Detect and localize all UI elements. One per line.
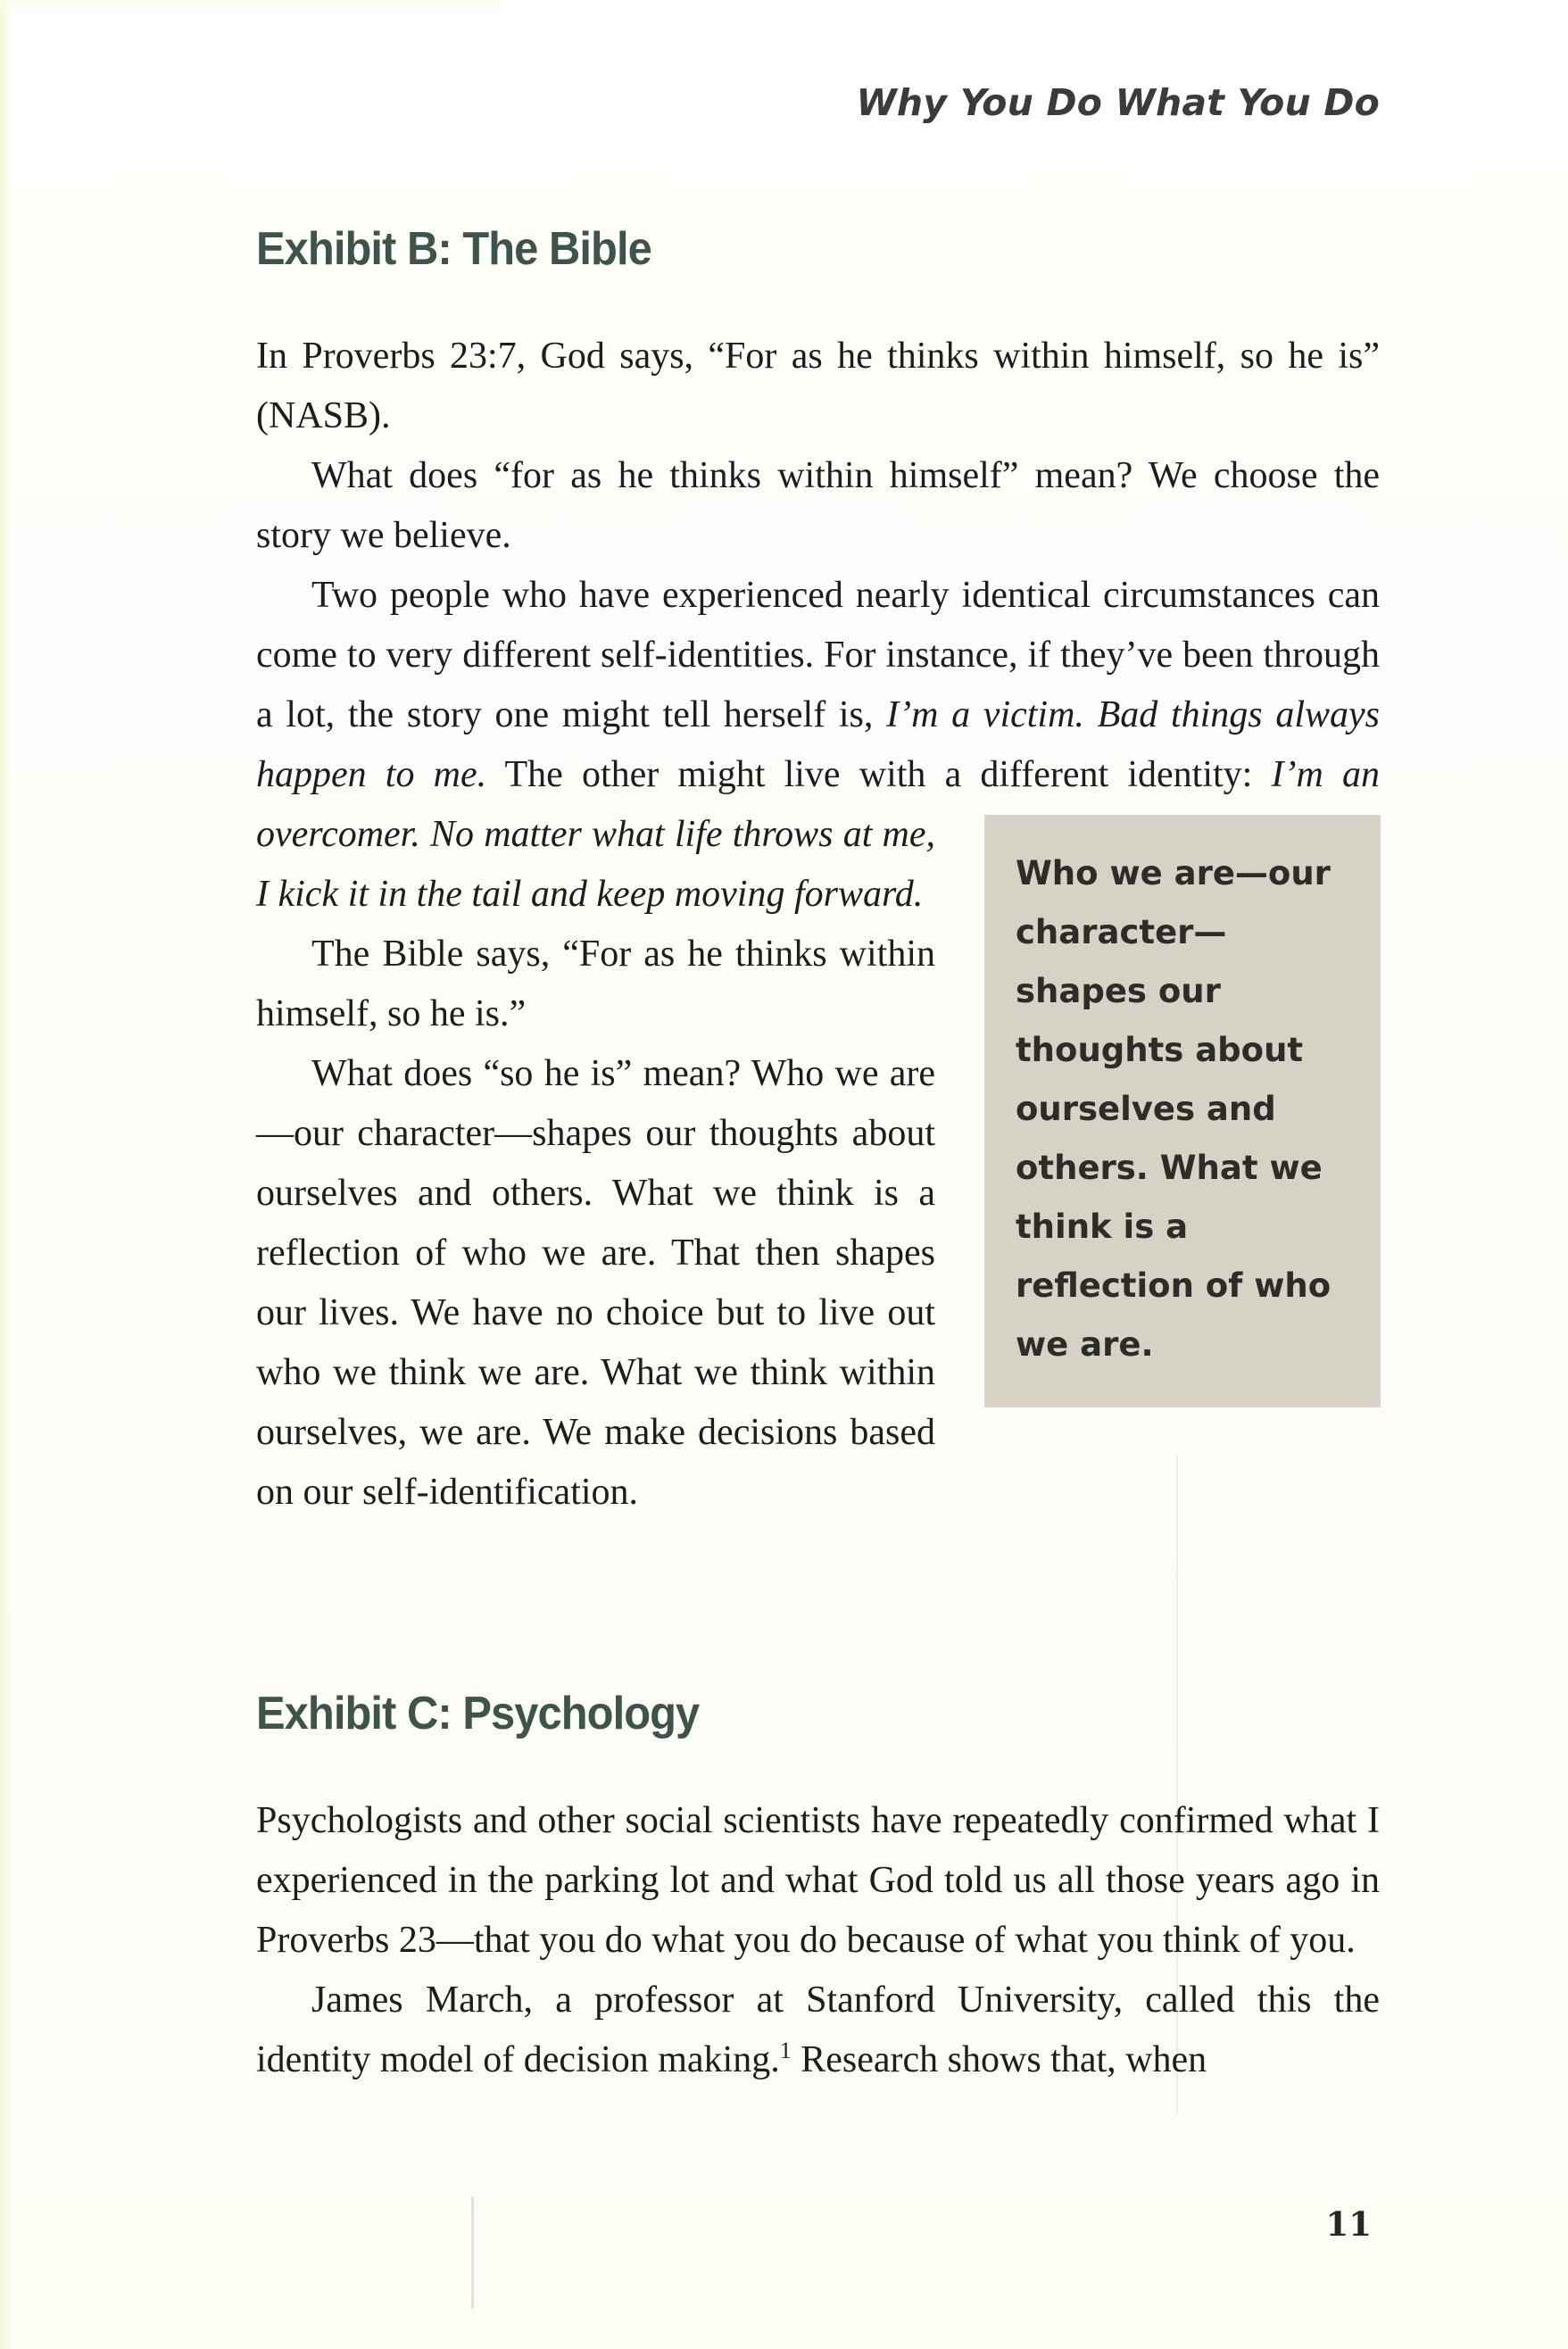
section-heading-exhibit-c: Exhibit C: Psychology bbox=[256, 1688, 700, 1739]
body-text: In Proverbs 23:7, God says, “For as he thinks within himself, so he is” (NASB). bbox=[256, 336, 1380, 436]
body-text-italic: at me, I kick it in the tail and keep moving forward. bbox=[256, 814, 935, 915]
pull-quote bbox=[985, 816, 1380, 1407]
page-edge-tint-top bbox=[0, 0, 500, 14]
body-text: Research shows that, when bbox=[791, 2039, 1207, 2080]
body-text: Psychologists and other social scientists have repeatedly confirmed what I experienced in the parking lot and what God told us all those years ago in Proverbs 23—that you do what you do because of what you think of you. bbox=[256, 1800, 1380, 1961]
body-text-italic: I’m a victim. Bad things always happen to me. bbox=[256, 694, 1381, 795]
footnote-reference: 1 bbox=[779, 2038, 792, 2063]
paragraph bbox=[256, 327, 1380, 446]
page-edge-tint bbox=[0, 0, 12, 2349]
paragraph bbox=[256, 1971, 1380, 2090]
page-number: 11 bbox=[1325, 2204, 1372, 2244]
body-text: James March, a professor at Stanford University, called this the identity model of decision making. bbox=[256, 1980, 1380, 2080]
body-text: The Bible says, “For as he thinks within himself, so he is.” bbox=[256, 934, 935, 1034]
pull-quote-text: Who we are—our character—shapes our thoughts about ourselves and others. What we think is a reflection of who we are. bbox=[1016, 854, 1332, 1364]
section-heading-exhibit-b: Exhibit B: The Bible bbox=[256, 223, 651, 275]
body-text-italic: I’m an overcomer. No matter what life throws bbox=[256, 754, 1380, 855]
paragraph bbox=[256, 1791, 1380, 1971]
running-head: Why You Do What You Do bbox=[856, 81, 1380, 124]
body-text: The other might live with a different identity: bbox=[486, 754, 1272, 795]
body-text: Two people who have experienced nearly identical circumstances can come to very different self-identities. For instance, if they’ve been through a lot, the story one might tell herself is, bbox=[256, 575, 1380, 735]
body-text: What does “so he is” mean? Who we are—our character—shapes our thoughts about ourselves and others. What we think is a reflection of who we are. That then shapes our lives. We have no choice but to live out who we think we are. What we think within ourselves, we are. We make decisions based on our self-identification. bbox=[256, 1053, 935, 1513]
page-content bbox=[256, 223, 1380, 2090]
paragraph bbox=[256, 446, 1380, 566]
body-text: What does “for as he thinks within himself” mean? We choose the story we believe. bbox=[256, 455, 1380, 556]
